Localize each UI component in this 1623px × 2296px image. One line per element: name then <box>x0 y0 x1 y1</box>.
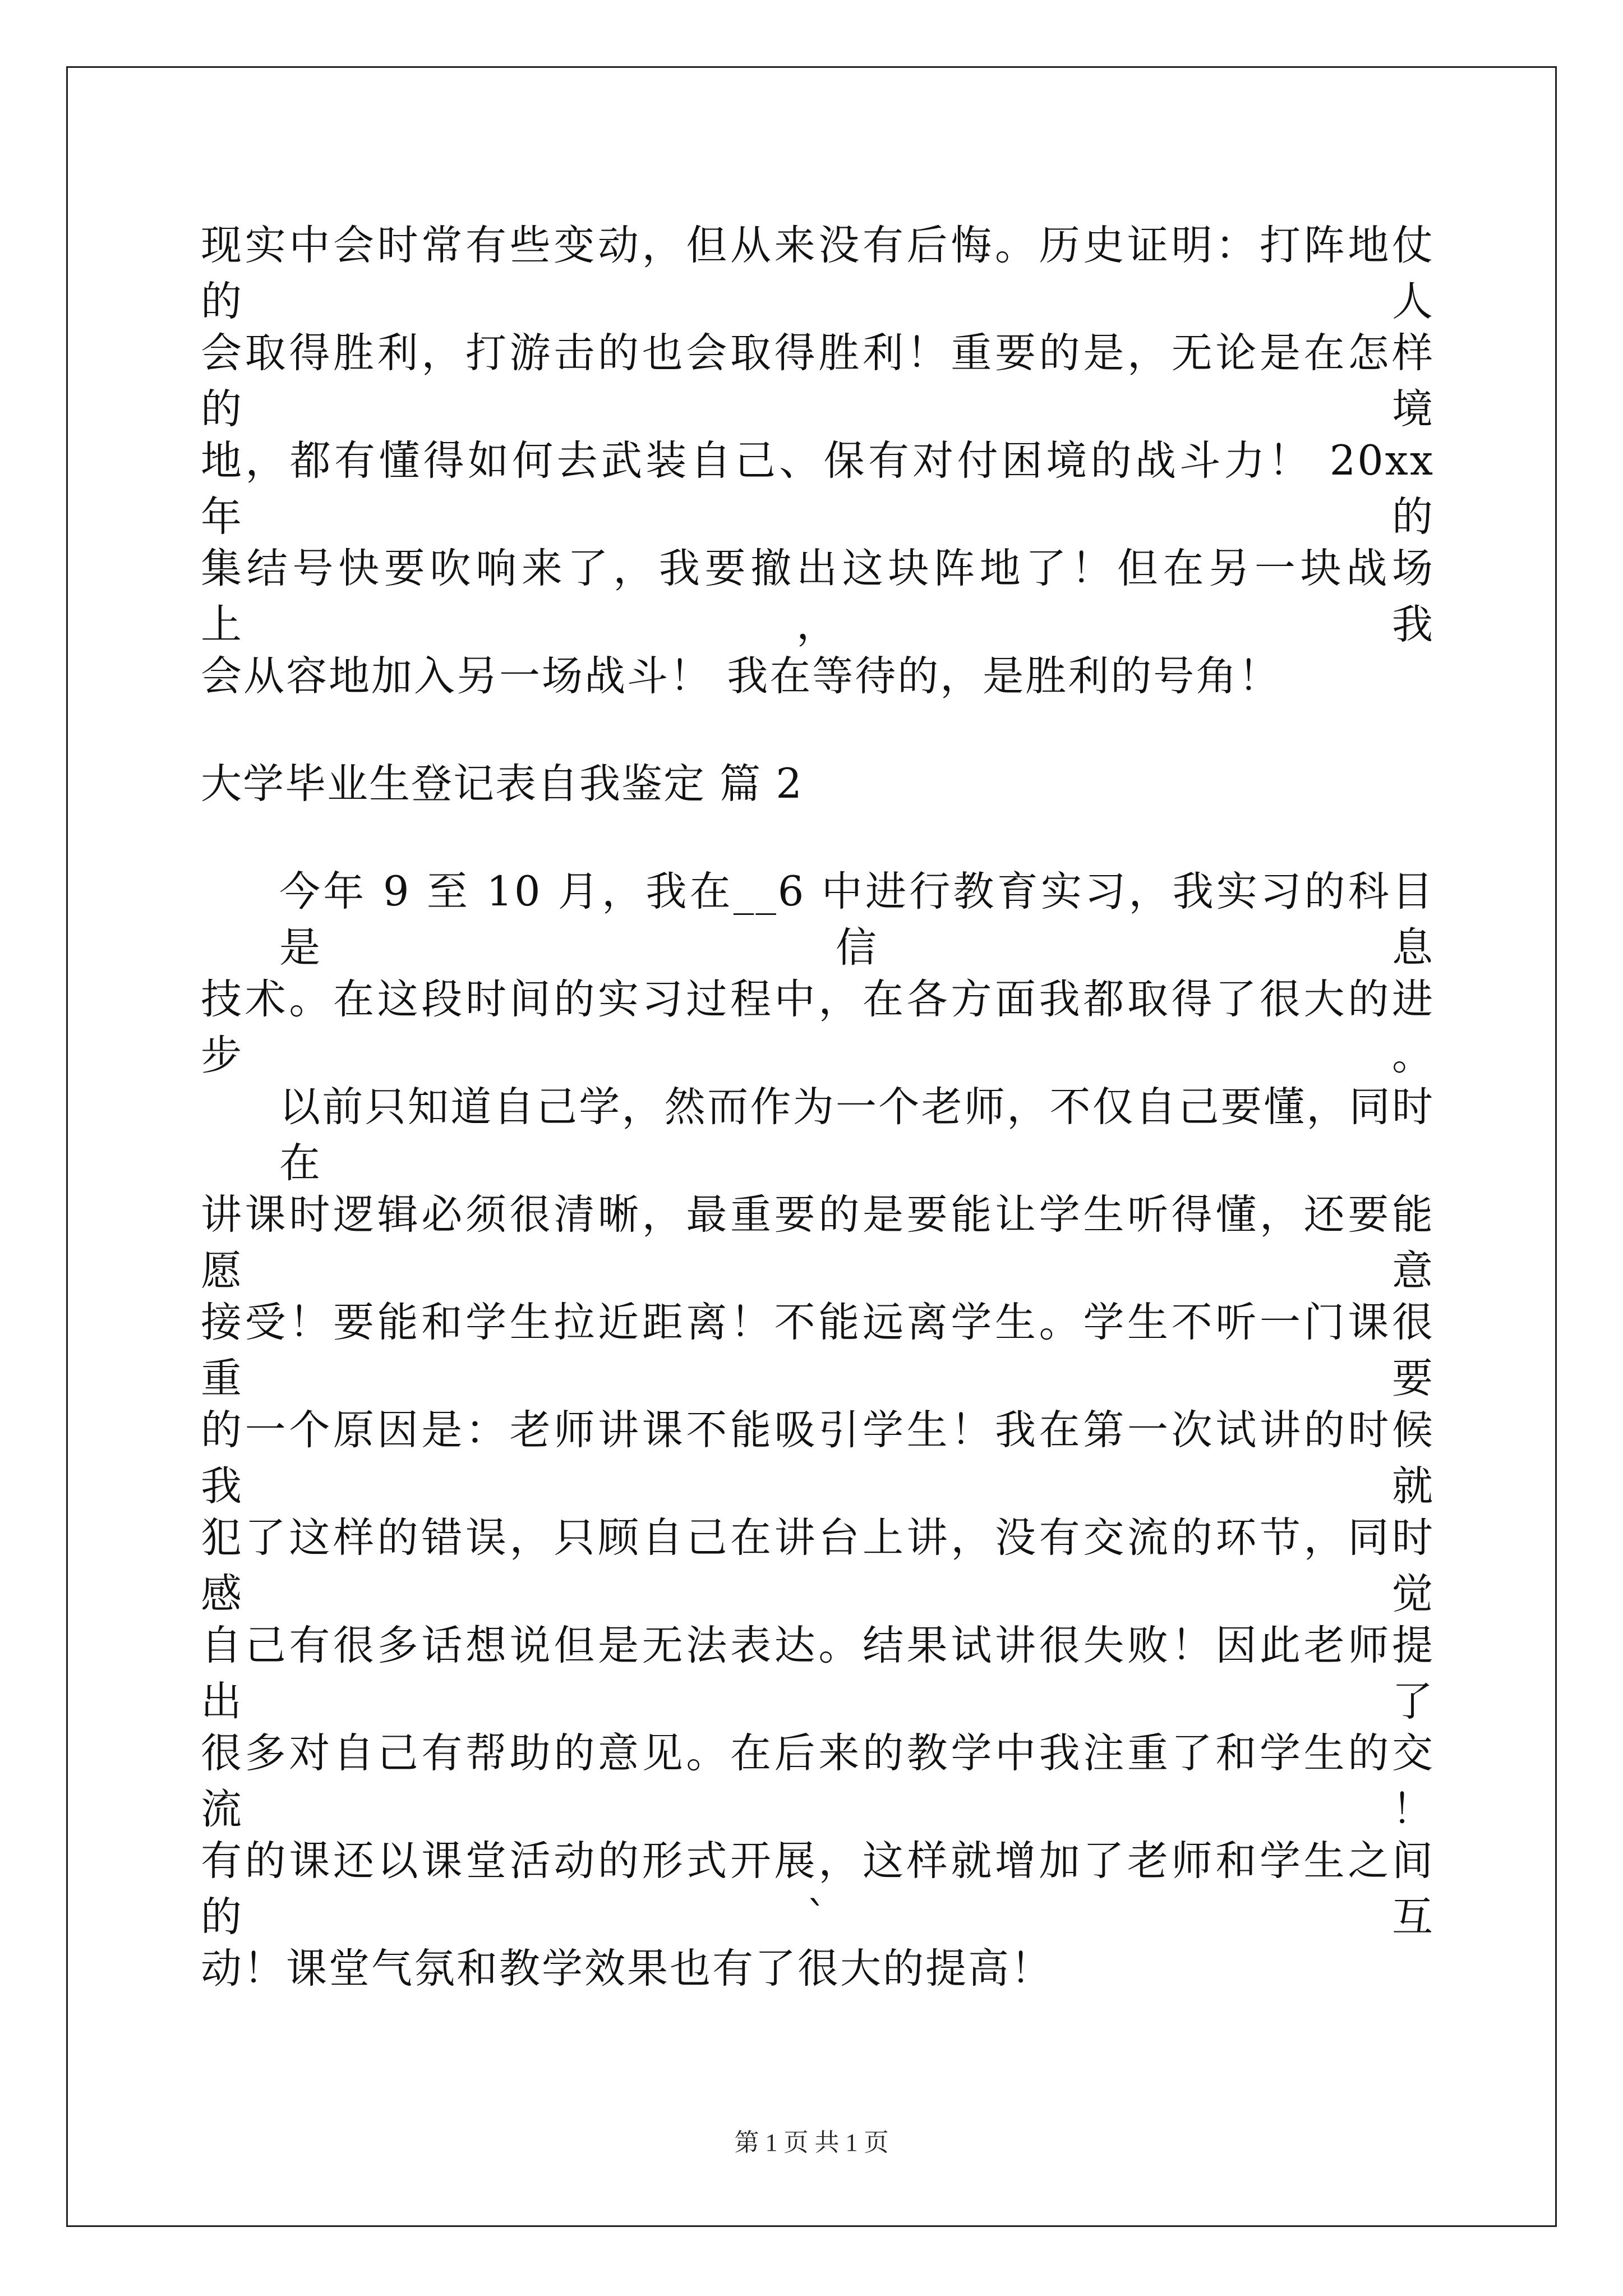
body-text-line: 技术。在这段时间的实习过程中，在各方面我都取得了很大的进步。 <box>201 976 1435 1079</box>
body-text-line: 很多对自己有帮助的意见。在后来的教学中我注重了和学生的交流！ <box>201 1729 1435 1833</box>
body-text-line: 集结号快要吹响来了，我要撤出这块阵地了！但在另一块战场上，我 <box>201 545 1435 648</box>
body-text-line: 动！课堂气氛和教学效果也有了很大的提高！ <box>201 1945 1053 1993</box>
body-text-line: 接受！要能和学生拉近距离！不能远离学生。学生不听一门课很重要 <box>201 1299 1435 1402</box>
body-text-line: 现实中会时常有些变动，但从来没有后悔。历史证明：打阵地仗的人 <box>201 222 1435 325</box>
body-text-line: 的一个原因是：老师讲课不能吸引学生！我在第一次试讲的时候我就 <box>201 1406 1435 1510</box>
body-text-line: 有的课还以课堂活动的形式开展，这样就增加了老师和学生之间的`互 <box>201 1837 1435 1941</box>
body-text-line: 地，都有懂得如何去武装自己、保有对付困境的战斗力！ 20xx 年的 <box>201 437 1435 541</box>
body-text-line: 自己有很多话想说但是无法表达。结果试讲很失败！因此老师提出了 <box>201 1622 1435 1726</box>
body-text-line: 会取得胜利，打游击的也会取得胜利！重要的是，无论是在怎样的境 <box>201 329 1435 433</box>
body-text-line: 犯了这样的错误，只顾自己在讲台上讲，没有交流的环节，同时感觉 <box>201 1514 1435 1618</box>
section-heading: 大学毕业生登记表自我鉴定 篇 2 <box>201 760 803 808</box>
paragraph-first-line: 以前只知道自己学，然而作为一个老师，不仅自己要懂，同时在 <box>279 1083 1435 1187</box>
body-text-line: 讲课时逻辑必须很清晰，最重要的是要能让学生听得懂，还要能愿意 <box>201 1191 1435 1295</box>
paragraph-first-line: 今年 9 至 10 月，我在__6 中进行教育实习，我实习的科目是信息 <box>279 868 1435 972</box>
body-text-line: 会从容地加入另一场战斗！ 我在等待的，是胜利的号角！ <box>201 652 1281 700</box>
page-number-footer: 第 1 页 共 1 页 <box>734 2129 889 2156</box>
